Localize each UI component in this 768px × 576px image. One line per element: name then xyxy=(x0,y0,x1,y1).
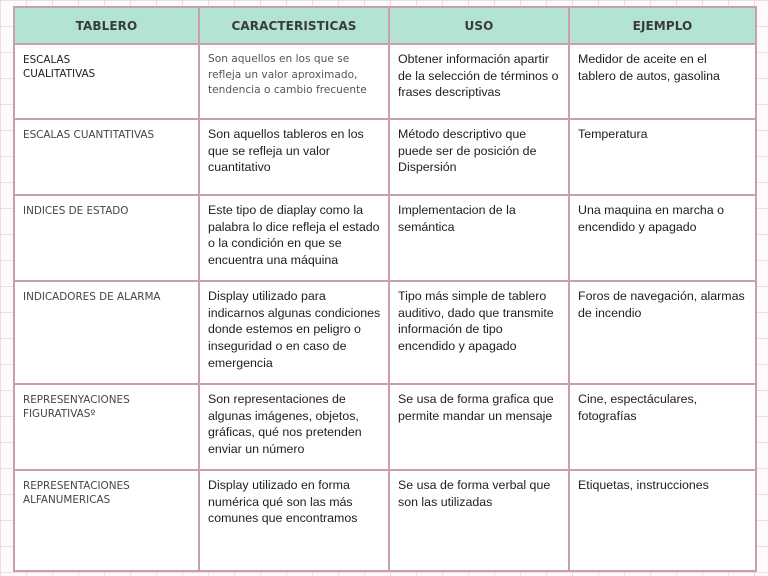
cell-uso xyxy=(389,281,569,384)
document-sheet xyxy=(13,6,755,570)
cell-uso xyxy=(389,119,569,195)
cell-text: Temperatura xyxy=(578,127,648,141)
cell-caracteristicas xyxy=(199,384,389,470)
cell-text: Foros de navegación, alarmas de incendio xyxy=(578,289,745,320)
header-uso: USO xyxy=(389,7,569,44)
cell-uso xyxy=(389,195,569,281)
cell-caracteristicas xyxy=(199,470,389,571)
cell-text: REPRESENTACIONES ALFANUMERICAS xyxy=(23,480,130,506)
table-header-row xyxy=(14,7,756,44)
cell-uso xyxy=(389,44,569,119)
table-row xyxy=(14,195,756,281)
cell-tablero xyxy=(14,384,199,470)
cell-text: Implementacion de la semántica xyxy=(398,203,516,234)
cell-text: INDICES DE ESTADO xyxy=(23,205,129,217)
cell-text: INDICADORES DE ALARMA xyxy=(23,291,161,303)
cell-tablero xyxy=(14,281,199,384)
cell-ejemplo xyxy=(569,281,756,384)
cell-text: Son aquellos tableros en los que se refleja un valor cuantitativo xyxy=(208,127,364,175)
cell-tablero xyxy=(14,470,199,571)
cell-text: Display utilizado en forma numérica qué son las más comunes que encontramos xyxy=(208,478,358,526)
cell-text: ESCALAS CUALITATIVAS xyxy=(23,54,96,80)
cell-text: Son representaciones de algunas imágenes, objetos, gráficas, qué nos pretenden enviar un número xyxy=(208,392,362,457)
cell-text: Cine, espectáculares, fotografías xyxy=(578,392,698,423)
table-row xyxy=(14,44,756,119)
table-row xyxy=(14,281,756,384)
cell-caracteristicas xyxy=(199,44,389,119)
cell-ejemplo xyxy=(569,470,756,571)
cell-ejemplo xyxy=(569,195,756,281)
cell-uso xyxy=(389,470,569,571)
cell-text: Obtener información apartir de la selección de términos o frases descriptivas xyxy=(398,52,559,100)
cell-caracteristicas xyxy=(199,195,389,281)
cell-caracteristicas xyxy=(199,119,389,195)
table-row xyxy=(14,119,756,195)
cell-tablero xyxy=(14,119,199,195)
cell-ejemplo xyxy=(569,119,756,195)
cell-tablero xyxy=(14,195,199,281)
table-row xyxy=(14,384,756,470)
table-row xyxy=(14,470,756,571)
cell-uso xyxy=(389,384,569,470)
cell-caracteristicas xyxy=(199,281,389,384)
cell-text: Tipo más simple de tablero auditivo, dado que transmite información de tipo encendido y apagado xyxy=(398,289,554,354)
cell-text: Este tipo de diaplay como la palabra lo dice refleja el estado o la condición en que se encuentra una máquina xyxy=(208,203,380,268)
cell-text: ESCALAS CUANTITATIVAS xyxy=(23,129,155,141)
cell-text: Son aquellos en los que se refleja un valor aproximado, tendencia o cambio frecuente xyxy=(208,53,367,97)
header-tablero: TABLERO xyxy=(14,7,199,44)
cell-tablero xyxy=(14,44,199,119)
cell-text: Método descriptivo que puede ser de posición de Dispersión xyxy=(398,127,537,175)
tableros-table xyxy=(13,6,757,572)
header-caracteristicas: CARACTERISTICAS xyxy=(199,7,389,44)
cell-text: Medidor de aceite en el tablero de autos, gasolina xyxy=(578,52,720,83)
cell-text: Display utilizado para indicarnos algunas condiciones donde estemos en peligro o inseguridad o en caso de emergencia xyxy=(208,289,381,370)
cell-ejemplo xyxy=(569,44,756,119)
cell-text: Se usa de forma grafica que permite mandar un mensaje xyxy=(398,392,554,423)
cell-text: Se usa de forma verbal que son las utilizadas xyxy=(398,478,551,509)
header-ejemplo: EJEMPLO xyxy=(569,7,756,44)
cell-text: REPRESENYACIONES FIGURATIVASº xyxy=(23,394,130,420)
cell-text: Una maquina en marcha o encendido y apagado xyxy=(578,203,725,234)
cell-ejemplo xyxy=(569,384,756,470)
cell-text: Etiquetas, instrucciones xyxy=(578,478,709,492)
